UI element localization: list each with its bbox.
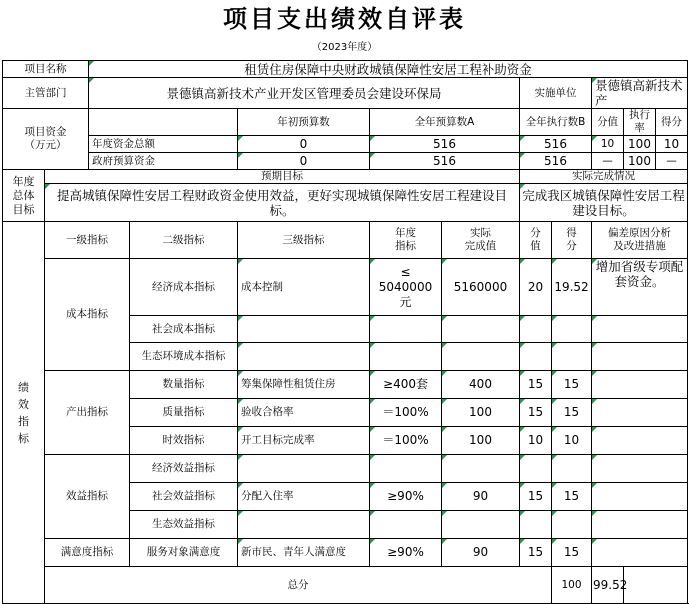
funds-row-total-exec[interactable]: 516 [520, 136, 592, 153]
funds-row-total-score-weight[interactable]: 10 [592, 136, 624, 153]
row-cost-econ-l3[interactable]: 成本控制 [238, 259, 370, 316]
row-cost-eco-l2: 生态环境成本指标 [130, 343, 238, 371]
group-satisfaction: 满意度指标 [45, 539, 130, 567]
funds-row-gov-name: 政府预算资金 [89, 153, 238, 170]
row-out-qty-l2: 数量指标 [130, 371, 238, 399]
row-out-qty-l3[interactable]: 筹集保障性租赁住房 [238, 371, 370, 399]
group-benefit: 效益指标 [45, 455, 130, 539]
project-name-value[interactable]: 租赁住房保障中央财政城镇保障性安居工程补助资金 [89, 61, 688, 78]
funds-label: 项目资金 （万元） [3, 109, 89, 170]
funds-row-gov-score: — [656, 153, 688, 170]
goals-actual-label: 实际完成情况 [520, 170, 688, 184]
row-out-quality-l2: 质量指标 [130, 399, 238, 427]
impl-unit-value[interactable]: 景德镇高新技术产 [592, 78, 688, 109]
ind-header-target: 年度 指标 [370, 222, 442, 259]
row-cost-econ-score[interactable]: 19.52 [552, 259, 592, 316]
ind-header-l2: 二级指标 [130, 222, 238, 259]
funds-row-total-initial[interactable]: 0 [238, 136, 370, 153]
funds-row-gov-score-weight: — [592, 153, 624, 170]
row-out-quality-score[interactable]: 15 [552, 399, 592, 427]
row-out-time-weight[interactable]: 10 [520, 427, 552, 455]
funds-header-exec: 全年执行数B [520, 109, 592, 136]
goals-expected-text[interactable]: 提高城镇保障性安居工程财政资金使用效益，更好实现城镇保障性安居工程建设目标。 [45, 184, 520, 222]
row-ben-social-l2: 社会效益指标 [130, 483, 238, 511]
indicators-section-label: 绩效指标 [3, 222, 45, 604]
dept-value[interactable]: 景德镇高新技术产业开发区管理委员会建设环保局 [89, 78, 520, 109]
row-out-qty-actual[interactable]: 400 [442, 371, 520, 399]
row-out-quality-l3[interactable]: 验收合格率 [238, 399, 370, 427]
row-ben-social-l3[interactable]: 分配入住率 [238, 483, 370, 511]
goals-actual-text[interactable]: 完成我区城镇保障性安居工程建设目标。 [520, 184, 688, 222]
row-cost-econ-actual[interactable]: 5160000 [442, 259, 520, 316]
report-year: （2023年度） [311, 42, 378, 53]
total-weight: 100 [552, 567, 592, 604]
page-title: 项目支出绩效自评表 [223, 4, 466, 33]
row-out-quality-actual[interactable]: 100 [442, 399, 520, 427]
funds-header-initial: 年初预算数 [238, 109, 370, 136]
row-cost-econ-target[interactable]: ≤ 5040000 元 [370, 259, 442, 316]
row-ben-eco-l2: 生态效益指标 [130, 511, 238, 539]
group-output: 产出指标 [45, 371, 130, 455]
funds-row-total-annual[interactable]: 516 [370, 136, 520, 153]
row-out-time-l3[interactable]: 开工目标完成率 [238, 427, 370, 455]
row-ben-social-actual[interactable]: 90 [442, 483, 520, 511]
dept-label: 主管部门 [3, 78, 89, 109]
row-out-time-actual[interactable]: 100 [442, 427, 520, 455]
row-out-time-score[interactable]: 10 [552, 427, 592, 455]
goals-expected-label: 预期目标 [45, 170, 520, 184]
row-out-time-target[interactable]: ＝100% [370, 427, 442, 455]
row-sat-l3[interactable]: 新市民、青年人满意度 [238, 539, 370, 567]
row-cost-econ-l2: 经济成本指标 [130, 259, 238, 316]
row-ben-social-weight[interactable]: 15 [520, 483, 552, 511]
funds-row-gov-rate: 100 [624, 153, 656, 170]
row-sat-l2: 服务对象满意度 [130, 539, 238, 567]
row-sat-actual[interactable]: 90 [442, 539, 520, 567]
performance-table [2, 60, 688, 604]
project-name-label: 项目名称 [3, 61, 89, 78]
funds-row-total-rate: 100 [624, 136, 656, 153]
ind-header-weight: 分 值 [520, 222, 552, 259]
row-ben-econ-l2: 经济效益指标 [130, 455, 238, 483]
funds-row-gov-exec[interactable]: 516 [520, 153, 592, 170]
funds-row-gov-annual[interactable]: 516 [370, 153, 520, 170]
row-cost-social-l2: 社会成本指标 [130, 316, 238, 343]
ind-header-actual: 实际 完成值 [442, 222, 520, 259]
row-out-qty-score[interactable]: 15 [552, 371, 592, 399]
total-score: 99.52 [592, 567, 624, 604]
row-out-time-l2: 时效指标 [130, 427, 238, 455]
funds-header-score: 得分 [656, 109, 688, 136]
row-out-qty-target[interactable]: ≥400套 [370, 371, 442, 399]
impl-unit-label: 实施单位 [520, 78, 592, 109]
row-sat-score[interactable]: 15 [552, 539, 592, 567]
ind-header-l1: 一级指标 [45, 222, 130, 259]
group-cost: 成本指标 [45, 259, 130, 371]
row-out-qty-weight[interactable]: 15 [520, 371, 552, 399]
row-cost-econ-note[interactable]: 增加省级专项配套资金。 [592, 259, 688, 316]
total-label: 总分 [45, 567, 552, 604]
row-ben-social-target[interactable]: ≥90% [370, 483, 442, 511]
goals-label: 年度 总体 目标 [3, 170, 45, 222]
row-cost-econ-weight[interactable]: 20 [520, 259, 552, 316]
ind-header-l3: 三级指标 [238, 222, 370, 259]
funds-header-annual: 全年预算数A [370, 109, 520, 136]
funds-row-total-name: 年度资金总额 [89, 136, 238, 153]
funds-row-gov-initial[interactable]: 0 [238, 153, 370, 170]
funds-row-total-score: 10 [656, 136, 688, 153]
funds-header-score-weight: 分值 [592, 109, 624, 136]
row-sat-weight[interactable]: 15 [520, 539, 552, 567]
ind-header-score: 得 分 [552, 222, 592, 259]
row-out-quality-target[interactable]: ＝100% [370, 399, 442, 427]
ind-header-note: 偏差原因分析 及改进措施 [592, 222, 688, 259]
row-ben-social-score[interactable]: 15 [552, 483, 592, 511]
row-sat-target[interactable]: ≥90% [370, 539, 442, 567]
row-out-quality-weight[interactable]: 15 [520, 399, 552, 427]
funds-header-rate: 执行率 [624, 109, 656, 136]
